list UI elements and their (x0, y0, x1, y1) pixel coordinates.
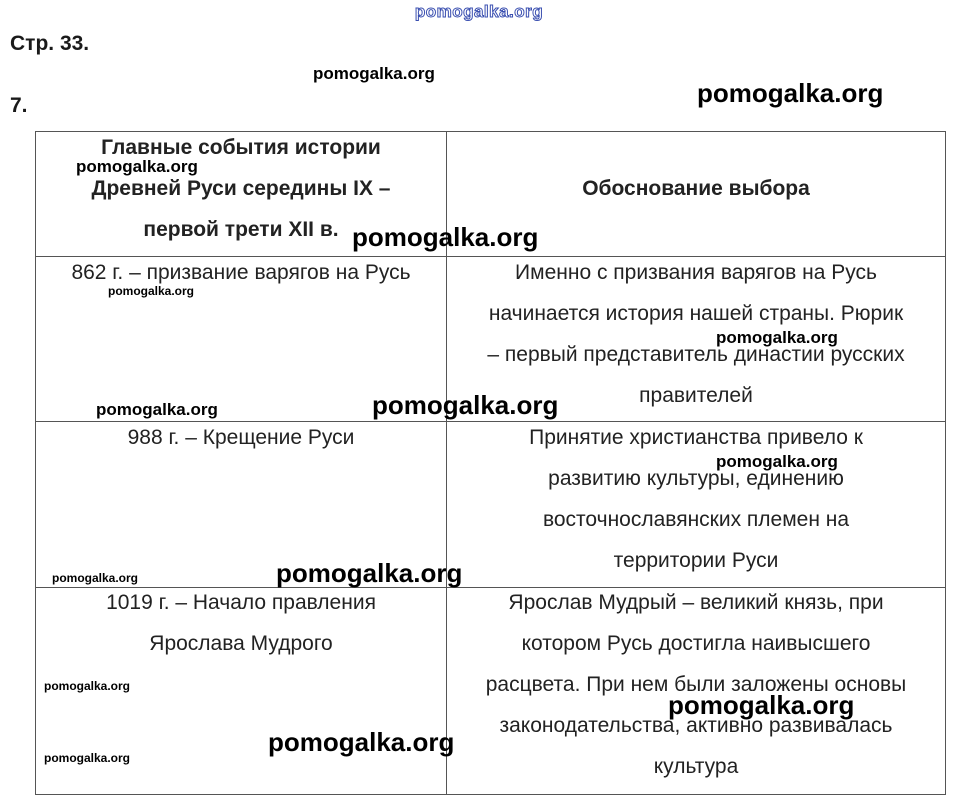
watermark: pomogalka.org (697, 78, 884, 108)
row-1-event: 862 г. – призвание варягов на Русь (71, 261, 411, 284)
header-events: Главные события истории Древней Руси середины IX – первой трети XII в. (91, 136, 391, 241)
watermark-top: pomogalka.org (414, 2, 544, 21)
watermark: pomogalka.org (668, 690, 855, 720)
watermark: pomogalka.org (44, 751, 131, 765)
watermark: pomogalka.org (76, 157, 198, 176)
row-1-reason: Именно с призвания варягов на Русь начинается история нашей страны. Рюрик – первый представитель династии русских правителей (487, 261, 905, 407)
watermark: pomogalka.org (44, 679, 131, 693)
page-number: Стр. 33. (10, 32, 90, 55)
watermark: pomogalka.org (52, 571, 139, 585)
row-3-reason: Ярослав Мудрый – великий князь, при котором Русь достигла наивысшего расцвета. При нем были заложены основы законодательства, активно развивалась культура (485, 591, 907, 778)
task-number: 7. (10, 94, 28, 117)
watermark: pomogalka.org (716, 328, 838, 347)
watermark: pomogalka.org (96, 400, 218, 419)
row-3-event: 1019 г. – Начало правления Ярослава Мудрого (106, 591, 376, 655)
watermark: pomogalka.org (268, 727, 455, 757)
row-2-reason: Принятие христианства привело к развитию культуры, единению восточнославянских племен на территории Руси (529, 426, 863, 572)
watermark: pomogalka.org (276, 558, 463, 588)
watermark: pomogalka.org (352, 222, 539, 252)
watermark: pomogalka.org (372, 390, 559, 420)
watermark: pomogalka.org (716, 452, 838, 471)
header-reasoning: Обоснование выбора (582, 177, 810, 200)
watermark: pomogalka.org (108, 284, 195, 298)
row-2-event: 988 г. – Крещение Руси (127, 426, 355, 449)
watermark: pomogalka.org (313, 64, 435, 83)
